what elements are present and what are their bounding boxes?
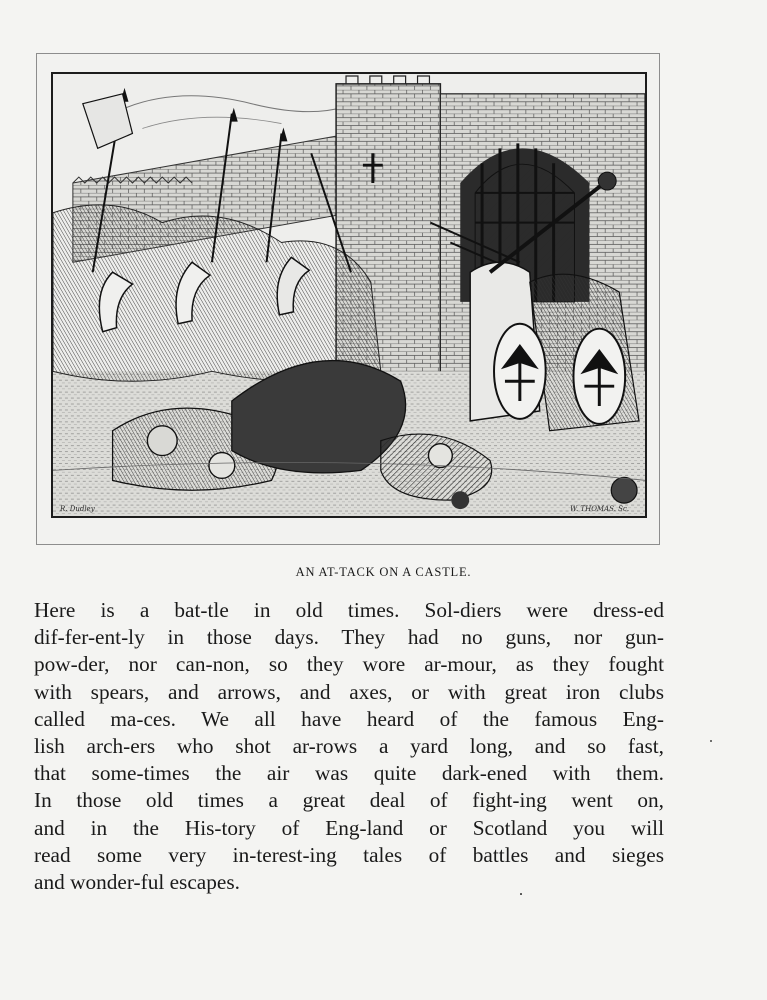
text-line: that some-times the air was quite dark-ened with them. bbox=[34, 761, 664, 786]
body-paragraph bbox=[34, 597, 664, 896]
paper-speck bbox=[520, 893, 522, 895]
text-line: and in the His-tory of Eng-land or Scotland you will bbox=[34, 815, 664, 840]
text-line: Here is a bat-tle in old times. Sol-diers were dress-ed bbox=[34, 598, 664, 622]
text-line: dif-fer-ent-ly in those days. They had no guns, nor gun- bbox=[34, 625, 664, 650]
illustration-caption: AN AT-TACK ON A CASTLE. bbox=[295, 565, 472, 579]
text-line: In those old times a great deal of fight-ing went on, bbox=[34, 788, 664, 813]
text-line: read some very in-terest-ing tales of battles and sieges bbox=[34, 842, 664, 867]
text-line: with spears, and arrows, and axes, or with great iron clubs bbox=[34, 679, 664, 704]
text-line: and wonder-ful escapes. bbox=[34, 870, 240, 895]
paper-speck bbox=[710, 740, 712, 742]
engraving-artwork bbox=[53, 74, 645, 516]
engraver-signature-left: R. Dudley bbox=[60, 505, 95, 513]
battle-engraving bbox=[51, 72, 647, 518]
text-line: called ma-ces. We all have heard of the famous Eng- bbox=[34, 706, 664, 731]
text-line: pow-der, nor can-non, so they wore ar-mour, as they fought bbox=[34, 652, 664, 677]
engraver-signature-right: W. THOMAS. Sc. bbox=[570, 505, 630, 513]
text-line: lish arch-ers who shot ar-rows a yard long, and so fast, bbox=[34, 734, 664, 759]
